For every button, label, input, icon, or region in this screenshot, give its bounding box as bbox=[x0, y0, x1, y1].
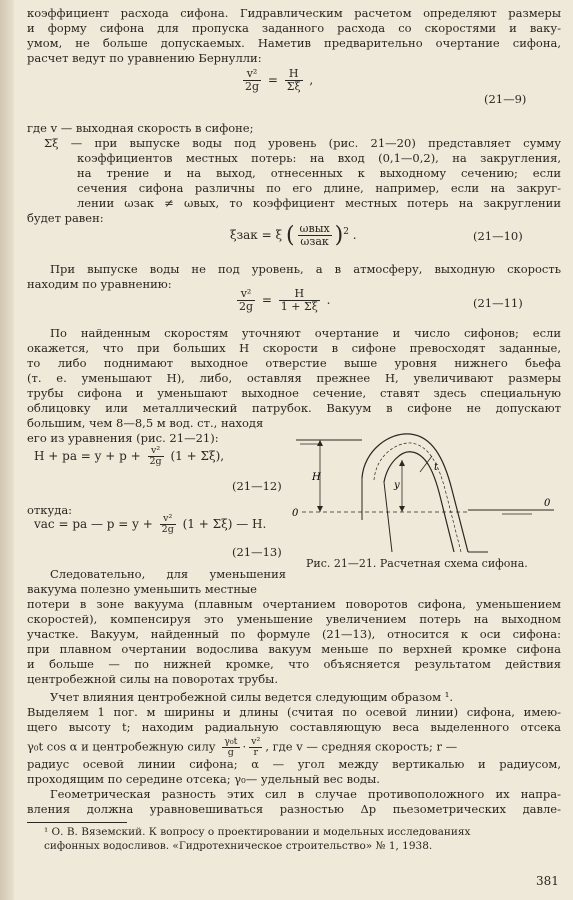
text-line: умом, не больше допускаемых. Наметив предварительно очертание сифона, bbox=[27, 36, 561, 50]
text-line: его из уравнения (рис. 21—21): bbox=[27, 431, 219, 445]
text-line: облицовку или металлический патрубок. Вакуум в сифоне не допускают bbox=[27, 401, 561, 415]
siphon-outer-contour bbox=[362, 434, 468, 552]
equation-number: (21—10) bbox=[473, 229, 523, 243]
text-line: находим по уравнению: bbox=[27, 277, 172, 291]
text-line: (т. е. уменьшают H), либо, оставляя прежнее H, увеличивают размеры bbox=[27, 371, 561, 385]
text-line: где v — выходная скорость в сифоне; bbox=[27, 121, 254, 135]
text-line: участке. Вакуум, найденный по формуле (21—13), относится к оси сифона: bbox=[27, 627, 561, 641]
text-line: и форму сифона для пропуска заданного расхода со скоростями и ваку- bbox=[27, 21, 561, 35]
label-y: y bbox=[394, 480, 400, 491]
text-line: По найденным скоростям уточняют очертание и число сифонов; если bbox=[50, 326, 561, 340]
text-line: окажется, что при больших H скорости в сифоне превосходят заданные, bbox=[27, 341, 561, 355]
frac-num: v² bbox=[148, 446, 164, 457]
text-line: при плавном очертании водослива вакуум меньше по верхней кромке сифона bbox=[27, 642, 561, 656]
siphon-inner-contour bbox=[384, 452, 454, 552]
footnote-line: сифонных водосливов. «Гидротехническое строительство» № 1, 1938. bbox=[44, 840, 433, 852]
page-binding-shadow bbox=[0, 0, 14, 900]
text-line: проходящим по середине отсека; γ₀— удельный вес воды. bbox=[27, 772, 380, 786]
text-line: вления должна уравновешиваться разностью Δp пьезометрических давле- bbox=[27, 802, 561, 816]
frac-den: Σξ bbox=[286, 80, 301, 93]
footnote-rule bbox=[27, 822, 127, 823]
equation-21-11: $\frac{\text{v²}}{2g}$ = $\frac{H}{1 + \Sigma\xi}$ . bbox=[239, 287, 331, 313]
text-line: радиус осевой линии сифона; α — угол между вертикалью и радиусом, bbox=[27, 757, 561, 771]
eq-lhs: H + pa = y + p + bbox=[34, 449, 141, 463]
frac-den: 2g bbox=[161, 524, 174, 535]
frac-num: v² bbox=[160, 514, 176, 525]
equation-21-9: $\frac{\text{v²}}{2g}$ = $\frac{H}{\Sigma\xi}$ , bbox=[245, 67, 314, 93]
text-line: Выделяем 1 пог. м ширины и длины (считая по осевой линии) сифона, имею- bbox=[27, 705, 561, 719]
label-t: t bbox=[434, 462, 439, 473]
frac-den: 2g bbox=[245, 80, 260, 93]
equation-21-10: ξзак = ξ ( $\frac{\text{ωвых}}{\text{ωзак}}$ )$^2$ . bbox=[230, 222, 357, 248]
equation-number: (21—11) bbox=[473, 296, 523, 310]
text-line: Σξ — при выпуске воды под уровень (рис. 21—20) представляет сумму bbox=[44, 136, 561, 150]
text-line: и больше — по нижней кромке, что объясняется результатом действия bbox=[27, 657, 561, 671]
label-H: H bbox=[312, 472, 321, 483]
text-line: коэффициентов местных потерь: на вход (0,1—0,2), на закругления, bbox=[77, 151, 561, 165]
frac-num: v² bbox=[237, 288, 255, 301]
page-number: 381 bbox=[536, 874, 559, 888]
text-line: расчет ведут по уравнению Бернулли: bbox=[27, 51, 262, 65]
label-0-right: 0 bbox=[544, 498, 551, 509]
frac-num: H bbox=[279, 288, 320, 301]
formula-line: γ₀t cos α и центробежную силу $\frac{\text{γ₀t}}{g}$ · $\frac{\text{v²}}{r}$ , где v — средняя скорость; r — bbox=[27, 736, 458, 758]
eq-lhs: ξзак = ξ bbox=[230, 228, 283, 242]
frac-num: v² bbox=[251, 736, 261, 747]
equation-number: (21—13) bbox=[232, 545, 282, 559]
text-line: на трение и на выход, отнесенных к выходному сечению; если bbox=[77, 166, 561, 180]
text-line: трубы сифона и уменьшают выходное сечение, ставят здесь специальную bbox=[27, 386, 561, 400]
text-line: щего высоту t; находим радиальную составляющую веса выделенного отсека bbox=[27, 720, 561, 734]
text-line: большим, чем 8—8,5 м вод. ст., находя bbox=[27, 416, 264, 430]
text-line: то либо поднимают выходное отверстие выше уровня нижнего бьефа bbox=[27, 356, 561, 370]
eq-rest: (1 + Σξ) — H. bbox=[182, 517, 267, 531]
text-line: Учет влияния центробежной силы ведется следующим образом ¹. bbox=[50, 690, 453, 704]
frac-den: g bbox=[227, 747, 234, 758]
figure-caption: Рис. 21—21. Расчетная схема сифона. bbox=[306, 557, 528, 570]
text-line: коэффициент расхода сифона. Гидравлическим расчетом определяют размеры bbox=[27, 6, 561, 20]
equation-21-13 bbox=[34, 514, 266, 535]
siphon-diagram bbox=[292, 420, 560, 560]
text-line: сечения сифона различны по его длине, например, если на закруг- bbox=[77, 181, 561, 195]
equation-number: (21—12) bbox=[232, 479, 282, 493]
text-line: скоростей), компенсируя это уменьшение увеличением потерь на выходном bbox=[27, 612, 561, 626]
text-line: Следовательно, для уменьшения bbox=[50, 567, 286, 581]
eq-lhs: vac = pa — p = y + bbox=[34, 517, 153, 531]
text-line: откуда: bbox=[27, 503, 73, 517]
footnote-line: ¹ О. В. Вяземский. К вопросу о проектировании и модельных исследованиях bbox=[44, 826, 471, 838]
frac-den: r bbox=[253, 747, 259, 758]
equation-number: (21—9) bbox=[484, 92, 527, 106]
text-line: центробежной силы на поворотах трубы. bbox=[27, 672, 278, 686]
frac-num: ωвых bbox=[299, 222, 330, 235]
formula-text: , где v — средняя скорость; r — bbox=[265, 739, 458, 754]
frac-num: γ₀t bbox=[224, 736, 238, 747]
label-0-left: 0 bbox=[292, 508, 299, 519]
frac-den: 2g bbox=[149, 456, 162, 467]
frac-num: v² bbox=[243, 68, 261, 81]
frac-den: 1 + Σξ bbox=[280, 300, 318, 313]
frac-den: 2g bbox=[239, 300, 254, 313]
text-line: При выпуске воды не под уровень, а в атмосферу, выходную скорость bbox=[50, 262, 561, 276]
eq-power: 2 bbox=[343, 227, 349, 237]
eq-rest: (1 + Σξ), bbox=[170, 449, 225, 463]
text-line: вакуума полезно уменьшить местные bbox=[27, 582, 257, 596]
equation-21-12 bbox=[34, 446, 224, 467]
text-line: будет равен: bbox=[27, 211, 104, 225]
siphon-axis bbox=[374, 443, 461, 552]
text-line: лении ωзак ≠ ωвых, то коэффициент местных потерь на закруглении bbox=[77, 196, 561, 210]
frac-den: ωзак bbox=[300, 235, 329, 248]
text-line: потери в зоне вакуума (плавным очертанием поворотов сифона, уменьшением bbox=[27, 597, 561, 611]
text-line: Геометрическая разность этих сил в случае противоположного их напра- bbox=[50, 787, 561, 801]
formula-text: γ₀t cos α и центробежную силу bbox=[27, 739, 216, 754]
frac-num: H bbox=[285, 68, 303, 81]
